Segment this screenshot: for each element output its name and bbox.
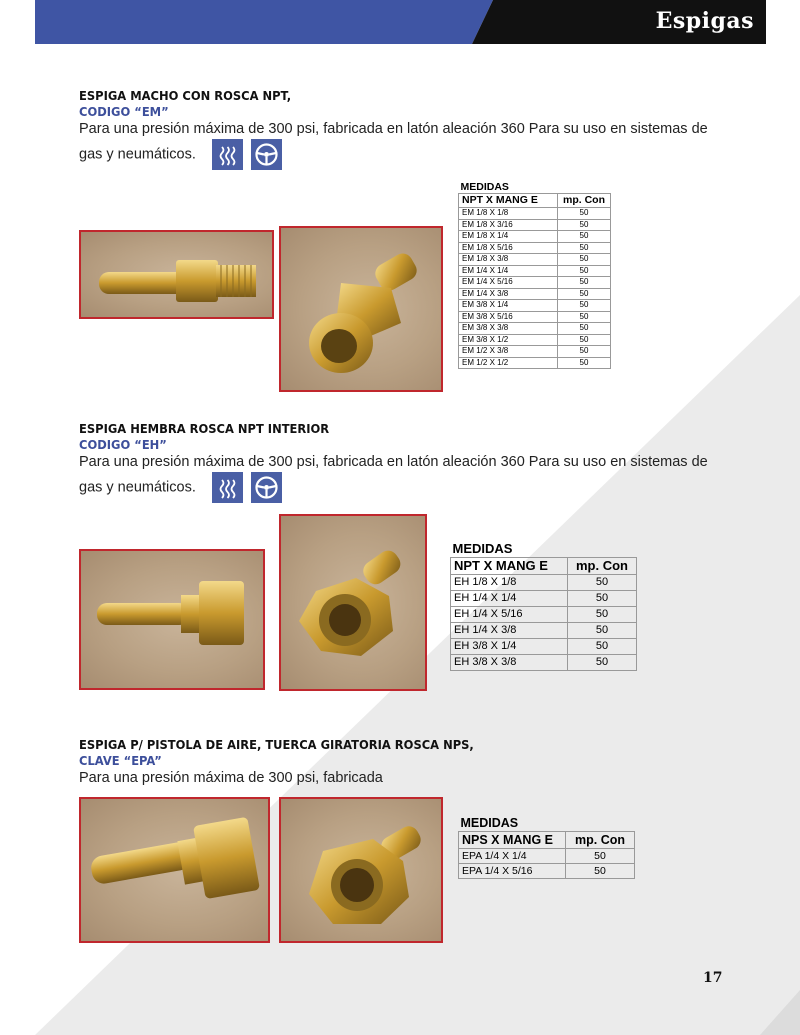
size-cell: EM 3/8 X 5/16 — [459, 311, 558, 323]
steering-wheel-icon — [251, 139, 282, 170]
product-photo-epa-front — [279, 797, 443, 943]
description-text: Para una presión máxima de 300 psi, fabricada en latón aleación 360 Para su uso en sistemas de gas y neumáticos. — [79, 454, 708, 496]
size-cell: EM 1/8 X 1/4 — [459, 231, 558, 243]
size-cell: EH 1/4 X 3/8 — [451, 623, 568, 639]
size-cell: EM 3/8 X 3/8 — [459, 323, 558, 335]
table-row — [459, 334, 611, 346]
qty-cell: 50 — [568, 655, 637, 671]
table-header: NPS X MANG E — [459, 832, 566, 849]
qty-cell: 50 — [558, 208, 611, 220]
table-row — [459, 254, 611, 266]
sizes-table-em — [458, 181, 611, 369]
product-photo-epa-side — [79, 797, 270, 943]
section-code: CODIGO “EH” — [79, 437, 167, 452]
table-row — [451, 591, 637, 607]
table-row — [459, 357, 611, 369]
product-photo-em-side — [79, 230, 274, 319]
section-epa — [79, 737, 719, 788]
qty-cell: 50 — [558, 277, 611, 289]
size-cell: EM 1/8 X 3/8 — [459, 254, 558, 266]
qty-cell: 50 — [558, 346, 611, 358]
product-photo-eh-front — [279, 514, 427, 691]
table-row — [459, 277, 611, 289]
qty-cell: 50 — [558, 311, 611, 323]
description-text: Para una presión máxima de 300 psi, fabricada en latón aleación 360 Para su uso en sistemas de gas y neumáticos. — [79, 121, 708, 163]
size-cell: EM 1/8 X 1/8 — [459, 208, 558, 220]
table-row — [459, 311, 611, 323]
size-cell: EH 3/8 X 3/8 — [451, 655, 568, 671]
qty-cell: 50 — [558, 219, 611, 231]
section-eh — [79, 421, 719, 503]
size-cell: EH 1/4 X 5/16 — [451, 607, 568, 623]
table-row — [459, 346, 611, 358]
qty-cell: 50 — [566, 864, 635, 879]
size-cell: EH 1/8 X 1/8 — [451, 575, 568, 591]
qty-cell: 50 — [558, 357, 611, 369]
table-row — [451, 607, 637, 623]
page-number: 17 — [703, 970, 723, 986]
table-row — [459, 208, 611, 220]
table-header: NPT X MANG E — [459, 194, 558, 208]
table-row — [459, 300, 611, 312]
qty-cell: 50 — [568, 639, 637, 655]
qty-cell: 50 — [558, 300, 611, 312]
table-row — [459, 231, 611, 243]
product-photo-eh-side — [79, 549, 265, 690]
table-row — [451, 639, 637, 655]
table-row — [459, 849, 635, 864]
size-cell: EM 1/4 X 3/8 — [459, 288, 558, 300]
table-header: mp. Con — [568, 558, 637, 575]
table-row — [459, 265, 611, 277]
table-caption: MEDIDAS — [460, 181, 509, 193]
qty-cell: 50 — [568, 623, 637, 639]
heat-waves-icon — [212, 139, 243, 170]
size-cell: EM 1/2 X 3/8 — [459, 346, 558, 358]
table-caption: MEDIDAS — [460, 816, 519, 830]
section-description — [79, 453, 719, 503]
qty-cell: 50 — [558, 231, 611, 243]
section-description: Para una presión máxima de 300 psi, fabricada — [79, 770, 383, 786]
size-cell: EPA 1/4 X 1/4 — [459, 849, 566, 864]
table-header: mp. Con — [566, 832, 635, 849]
qty-cell: 50 — [558, 242, 611, 254]
sizes-table-epa — [458, 815, 635, 879]
table-header: mp. Con — [558, 194, 611, 208]
table-row — [459, 864, 635, 879]
size-cell: EM 3/8 X 1/4 — [459, 300, 558, 312]
size-cell: EH 1/4 X 1/4 — [451, 591, 568, 607]
section-title: ESPIGA P/ PISTOLA DE AIRE, TUERCA GIRATORIA ROSCA NPS, — [79, 737, 474, 752]
table-row — [459, 288, 611, 300]
heat-waves-icon — [212, 472, 243, 503]
section-title: ESPIGA MACHO CON ROSCA NPT, — [79, 88, 292, 103]
table-row — [459, 219, 611, 231]
section-code: CLAVE “EPA” — [79, 753, 162, 768]
qty-cell: 50 — [568, 591, 637, 607]
qty-cell: 50 — [568, 607, 637, 623]
size-cell: EM 1/8 X 3/16 — [459, 219, 558, 231]
size-cell: EM 1/8 X 5/16 — [459, 242, 558, 254]
qty-cell: 50 — [558, 334, 611, 346]
section-description — [79, 120, 719, 170]
section-code: CODIGO “EM” — [79, 104, 169, 119]
qty-cell: 50 — [568, 575, 637, 591]
table-row — [451, 623, 637, 639]
table-row — [451, 655, 637, 671]
size-cell: EM 1/4 X 1/4 — [459, 265, 558, 277]
size-cell: EM 3/8 X 1/2 — [459, 334, 558, 346]
table-row — [459, 323, 611, 335]
steering-wheel-icon — [251, 472, 282, 503]
qty-cell: 50 — [558, 288, 611, 300]
size-cell: EM 1/2 X 1/2 — [459, 357, 558, 369]
qty-cell: 50 — [558, 265, 611, 277]
size-cell: EM 1/4 X 5/16 — [459, 277, 558, 289]
qty-cell: 50 — [566, 849, 635, 864]
product-photo-em-front — [279, 226, 443, 392]
section-title: ESPIGA HEMBRA ROSCA NPT INTERIOR — [79, 421, 330, 436]
size-cell: EH 3/8 X 1/4 — [451, 639, 568, 655]
table-row — [459, 242, 611, 254]
qty-cell: 50 — [558, 254, 611, 266]
page-title: Espigas — [655, 8, 754, 34]
qty-cell: 50 — [558, 323, 611, 335]
size-cell: EPA 1/4 X 5/16 — [459, 864, 566, 879]
sizes-table-eh — [450, 541, 637, 671]
table-header: NPT X MANG E — [451, 558, 568, 575]
table-row — [451, 575, 637, 591]
section-em — [79, 88, 719, 170]
table-caption: MEDIDAS — [452, 541, 513, 556]
